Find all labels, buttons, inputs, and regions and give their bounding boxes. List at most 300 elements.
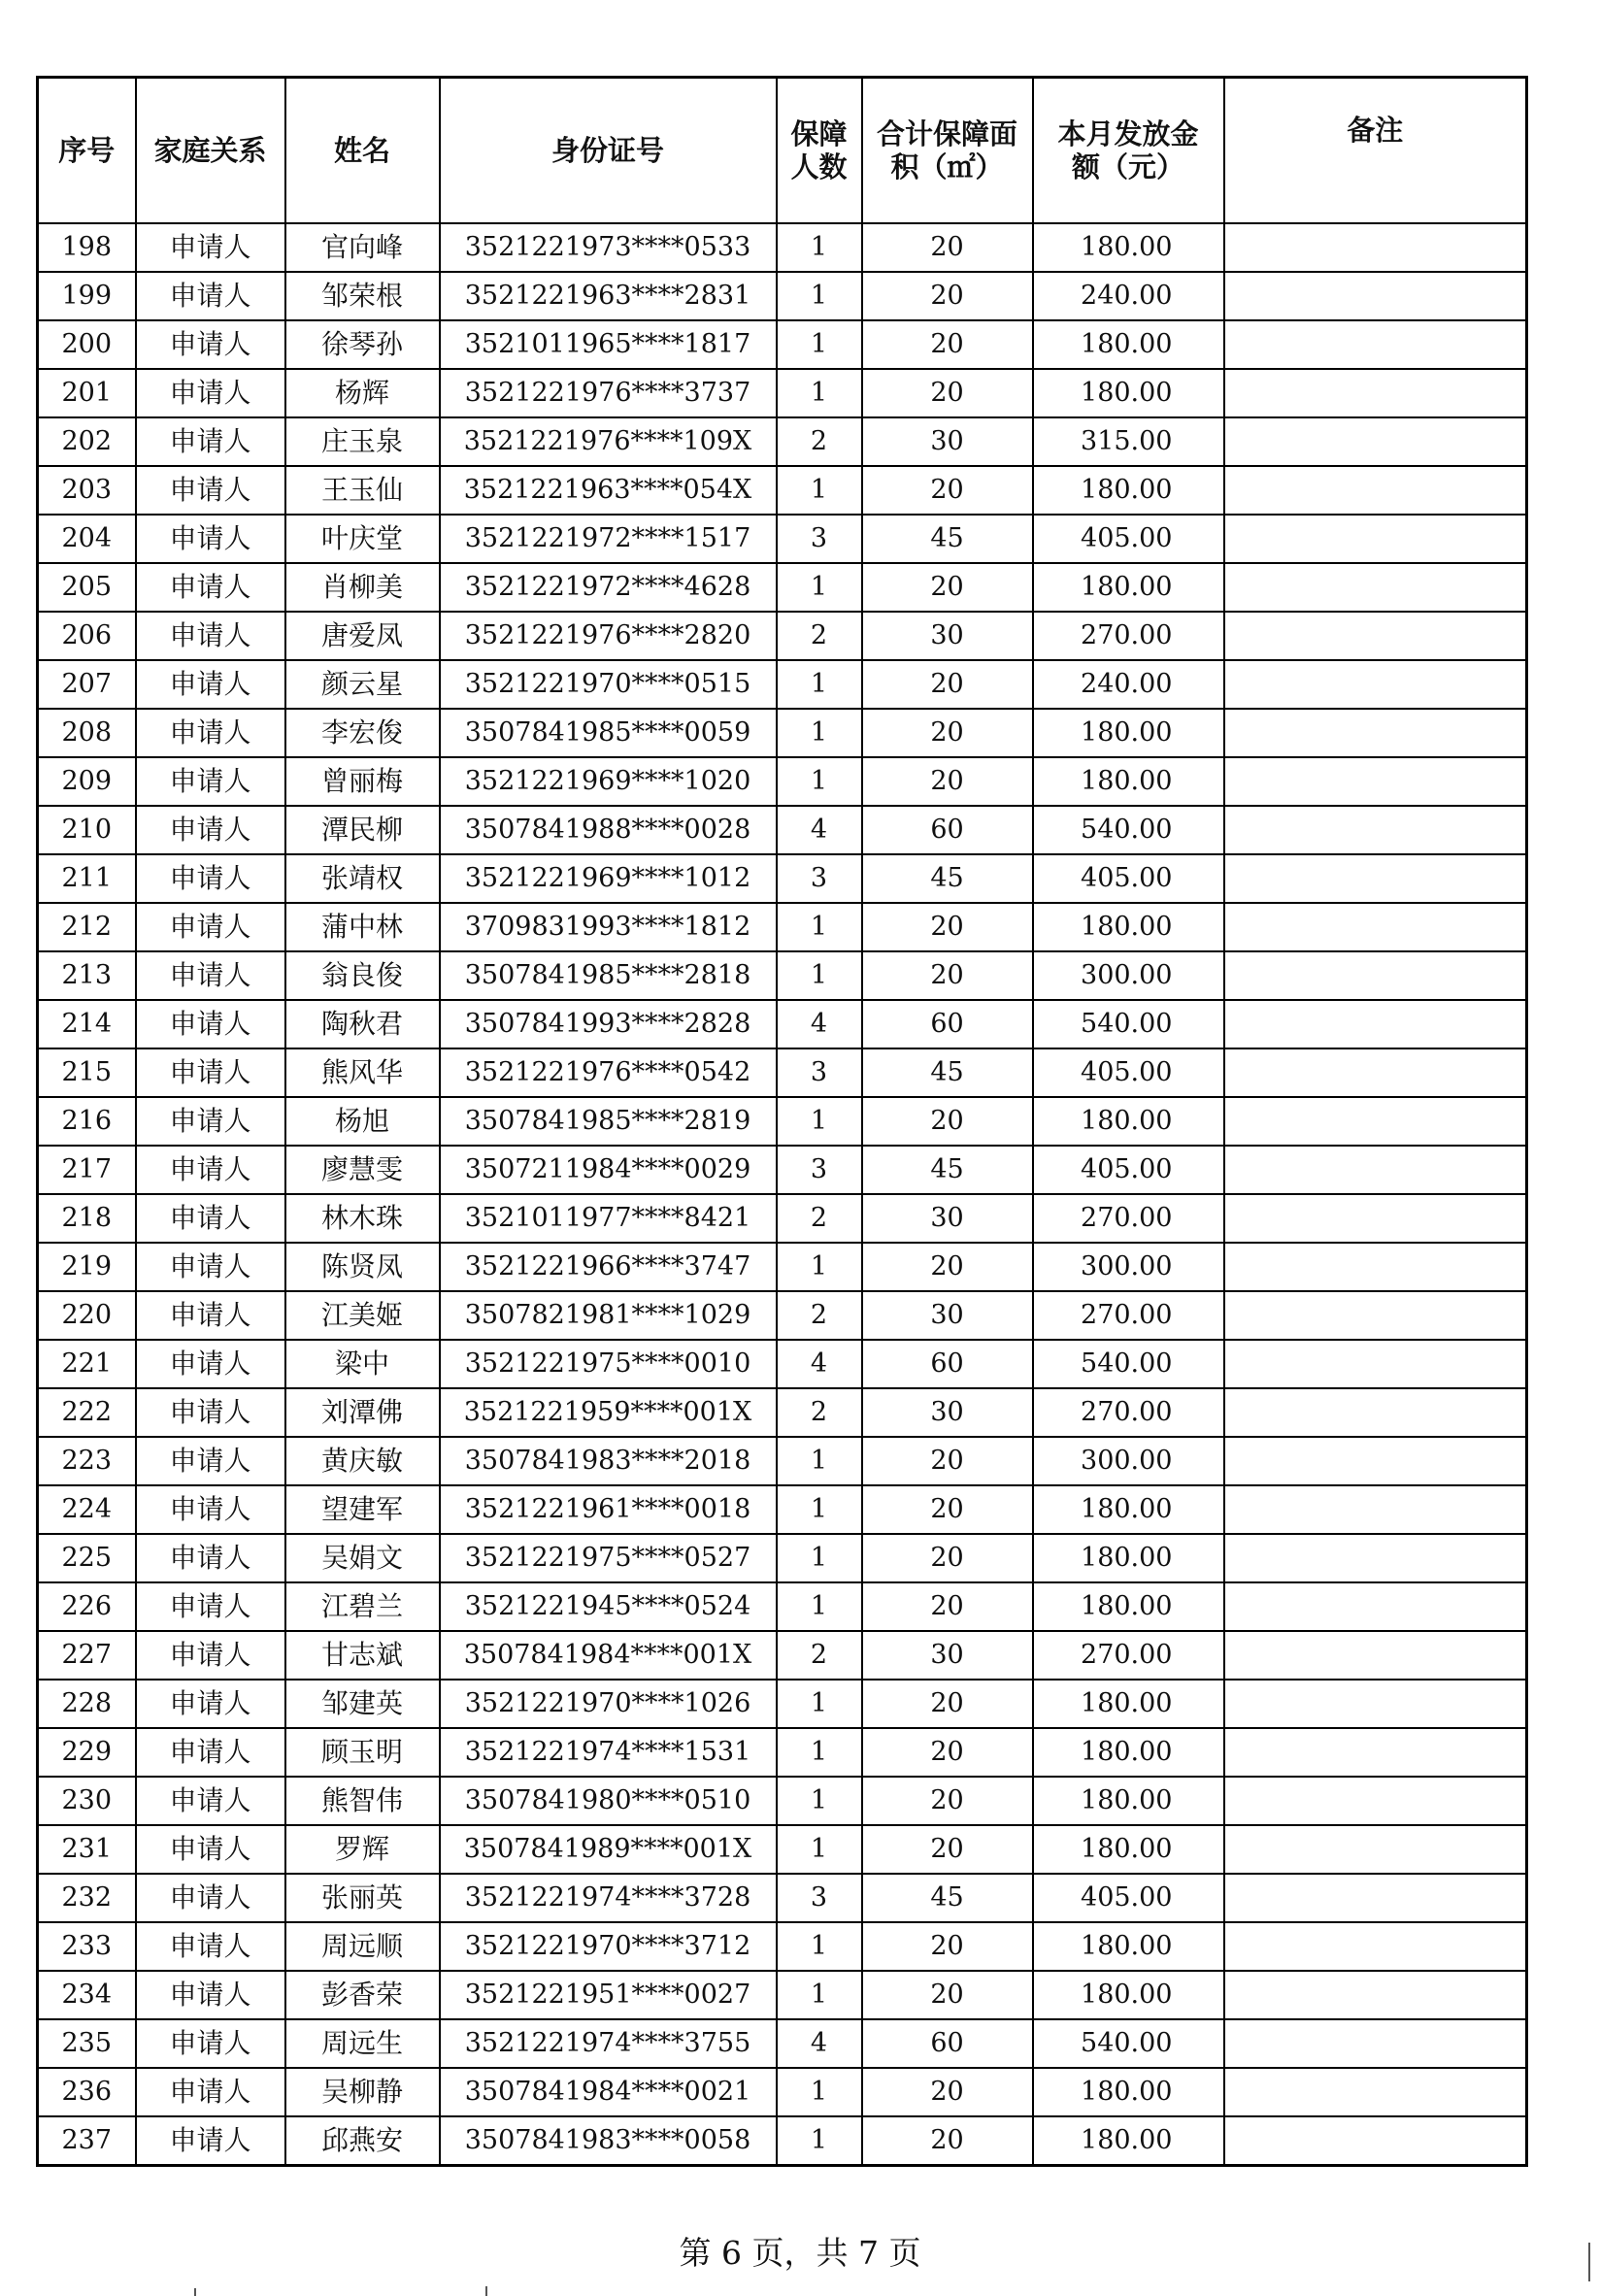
cell-seq: 226	[38, 1582, 136, 1631]
cell-area: 45	[862, 1146, 1033, 1194]
cell-name: 潭民柳	[285, 806, 440, 854]
cell-name: 蒲中林	[285, 903, 440, 951]
cell-area: 30	[862, 1631, 1033, 1680]
cell-area: 20	[862, 709, 1033, 757]
cell-people-count: 1	[777, 951, 862, 1000]
cell-name: 曾丽梅	[285, 757, 440, 806]
cell-id-number: 3521221970****1026	[440, 1680, 777, 1728]
cell-note	[1224, 806, 1527, 854]
cell-relation: 申请人	[136, 709, 285, 757]
table-row	[38, 1097, 1527, 1146]
cell-note	[1224, 369, 1527, 417]
cell-people-count: 2	[777, 1291, 862, 1340]
cell-amount: 180.00	[1033, 466, 1224, 515]
subsidy-table	[36, 76, 1528, 2167]
cell-area: 60	[862, 2019, 1033, 2068]
cell-seq: 219	[38, 1243, 136, 1291]
cell-id-number: 3521221970****3712	[440, 1922, 777, 1971]
cell-people-count: 2	[777, 1388, 862, 1437]
cell-note	[1224, 1437, 1527, 1485]
cell-relation: 申请人	[136, 1680, 285, 1728]
table-row	[38, 1874, 1527, 1922]
cell-seq: 228	[38, 1680, 136, 1728]
cell-amount: 180.00	[1033, 757, 1224, 806]
cell-name: 陈贤凤	[285, 1243, 440, 1291]
cell-note	[1224, 612, 1527, 660]
cell-note	[1224, 417, 1527, 466]
cell-note	[1224, 1388, 1527, 1437]
cell-people-count: 1	[777, 1728, 862, 1777]
header-people-count	[777, 78, 862, 224]
cell-seq: 209	[38, 757, 136, 806]
cell-seq: 201	[38, 369, 136, 417]
table-row	[38, 951, 1527, 1000]
cell-id-number: 3521221973****0533	[440, 223, 777, 272]
cell-name: 廖慧雯	[285, 1146, 440, 1194]
cell-note	[1224, 1971, 1527, 2019]
table-row	[38, 515, 1527, 563]
table-row	[38, 417, 1527, 466]
cell-amount: 405.00	[1033, 1874, 1224, 1922]
cell-amount: 270.00	[1033, 1194, 1224, 1243]
cell-seq: 218	[38, 1194, 136, 1243]
cell-seq: 198	[38, 223, 136, 272]
cell-id-number: 3521221961****0018	[440, 1485, 777, 1534]
table-row	[38, 223, 1527, 272]
cell-id-number: 3521221976****0542	[440, 1048, 777, 1097]
cell-note	[1224, 466, 1527, 515]
cell-area: 20	[862, 660, 1033, 709]
cell-amount: 270.00	[1033, 612, 1224, 660]
cell-area: 20	[862, 1097, 1033, 1146]
cell-area: 20	[862, 2116, 1033, 2166]
cell-people-count: 2	[777, 417, 862, 466]
header-people-line2: 人数	[790, 150, 848, 183]
cell-seq: 231	[38, 1825, 136, 1874]
cell-people-count: 2	[777, 612, 862, 660]
cell-id-number: 3507211984****0029	[440, 1146, 777, 1194]
cell-note	[1224, 563, 1527, 612]
cell-name: 吴娟文	[285, 1534, 440, 1582]
cell-note	[1224, 757, 1527, 806]
cell-id-number: 3521221972****4628	[440, 563, 777, 612]
cell-seq: 235	[38, 2019, 136, 2068]
cell-people-count: 1	[777, 223, 862, 272]
cell-relation: 申请人	[136, 563, 285, 612]
table-row	[38, 1437, 1527, 1485]
table-row	[38, 1000, 1527, 1048]
cell-relation: 申请人	[136, 1000, 285, 1048]
cell-amount: 540.00	[1033, 1340, 1224, 1388]
cell-amount: 180.00	[1033, 320, 1224, 369]
table-row	[38, 1340, 1527, 1388]
cell-relation: 申请人	[136, 903, 285, 951]
cell-relation: 申请人	[136, 757, 285, 806]
cell-area: 20	[862, 1922, 1033, 1971]
cell-amount: 180.00	[1033, 1971, 1224, 2019]
cell-relation: 申请人	[136, 272, 285, 320]
cell-name: 熊智伟	[285, 1777, 440, 1825]
cell-people-count: 1	[777, 1825, 862, 1874]
table-row	[38, 1146, 1527, 1194]
table-row	[38, 2019, 1527, 2068]
cell-id-number: 3521221969****1012	[440, 854, 777, 903]
cell-relation: 申请人	[136, 369, 285, 417]
cell-people-count: 1	[777, 2116, 862, 2166]
cell-seq: 210	[38, 806, 136, 854]
scan-edge-mark	[1588, 2243, 1590, 2281]
cell-area: 60	[862, 806, 1033, 854]
cell-name: 罗辉	[285, 1825, 440, 1874]
cell-seq: 215	[38, 1048, 136, 1097]
cell-relation: 申请人	[136, 1971, 285, 2019]
cell-note	[1224, 1922, 1527, 1971]
cell-name: 周远顺	[285, 1922, 440, 1971]
table-body	[38, 223, 1527, 2166]
cell-relation: 申请人	[136, 1582, 285, 1631]
cell-amount: 540.00	[1033, 1000, 1224, 1048]
header-amount-line1: 本月发放金	[1057, 117, 1199, 150]
cell-people-count: 1	[777, 1243, 862, 1291]
cell-note	[1224, 1048, 1527, 1097]
cell-name: 江碧兰	[285, 1582, 440, 1631]
cell-name: 肖柳美	[285, 563, 440, 612]
cell-people-count: 4	[777, 806, 862, 854]
cell-name: 张靖权	[285, 854, 440, 903]
cell-note	[1224, 1874, 1527, 1922]
cell-seq: 208	[38, 709, 136, 757]
cell-people-count: 1	[777, 369, 862, 417]
header-amount-line2: 额（元）	[1071, 150, 1184, 183]
cell-note	[1224, 854, 1527, 903]
cell-area: 45	[862, 515, 1033, 563]
table-row	[38, 1243, 1527, 1291]
cell-name: 颜云星	[285, 660, 440, 709]
cell-id-number: 3521221976****109X	[440, 417, 777, 466]
cell-id-number: 3507841980****0510	[440, 1777, 777, 1825]
cell-people-count: 2	[777, 1194, 862, 1243]
table-row	[38, 854, 1527, 903]
cell-relation: 申请人	[136, 1388, 285, 1437]
table-row	[38, 563, 1527, 612]
cell-seq: 223	[38, 1437, 136, 1485]
cell-name: 翁良俊	[285, 951, 440, 1000]
cell-amount: 270.00	[1033, 1388, 1224, 1437]
cell-note	[1224, 2068, 1527, 2116]
cell-note	[1224, 1825, 1527, 1874]
table-row	[38, 1048, 1527, 1097]
cell-amount: 405.00	[1033, 515, 1224, 563]
cell-id-number: 3507841989****001X	[440, 1825, 777, 1874]
table-row	[38, 1194, 1527, 1243]
cell-id-number: 3521221974****1531	[440, 1728, 777, 1777]
cell-seq: 220	[38, 1291, 136, 1340]
table-header	[38, 78, 1527, 224]
cell-people-count: 4	[777, 2019, 862, 2068]
cell-amount: 180.00	[1033, 1728, 1224, 1777]
cell-area: 30	[862, 1388, 1033, 1437]
cell-seq: 206	[38, 612, 136, 660]
cell-amount: 180.00	[1033, 1680, 1224, 1728]
cell-name: 黄庆敏	[285, 1437, 440, 1485]
cell-note	[1224, 1000, 1527, 1048]
header-area-line2: 积（㎡）	[890, 150, 1004, 183]
cell-note	[1224, 660, 1527, 709]
cell-relation: 申请人	[136, 1728, 285, 1777]
cell-relation: 申请人	[136, 1631, 285, 1680]
cell-amount: 180.00	[1033, 1582, 1224, 1631]
table-row	[38, 1534, 1527, 1582]
table-row	[38, 1825, 1527, 1874]
cell-name: 甘志斌	[285, 1631, 440, 1680]
cell-id-number: 3521221976****3737	[440, 369, 777, 417]
cell-seq: 230	[38, 1777, 136, 1825]
cell-name: 庄玉泉	[285, 417, 440, 466]
cell-id-number: 3521221970****0515	[440, 660, 777, 709]
cell-note	[1224, 1340, 1527, 1388]
cell-amount: 240.00	[1033, 272, 1224, 320]
cell-relation: 申请人	[136, 2068, 285, 2116]
cell-note	[1224, 2116, 1527, 2166]
cell-amount: 180.00	[1033, 369, 1224, 417]
cell-people-count: 4	[777, 1340, 862, 1388]
cell-area: 60	[862, 1340, 1033, 1388]
cell-note	[1224, 2019, 1527, 2068]
cell-relation: 申请人	[136, 854, 285, 903]
cell-area: 30	[862, 417, 1033, 466]
cell-amount: 315.00	[1033, 417, 1224, 466]
cell-note	[1224, 515, 1527, 563]
cell-area: 20	[862, 2068, 1033, 2116]
cell-area: 60	[862, 1000, 1033, 1048]
cell-name: 邹荣根	[285, 272, 440, 320]
cell-note	[1224, 1291, 1527, 1340]
cell-area: 30	[862, 1291, 1033, 1340]
header-amount	[1033, 78, 1224, 224]
cell-area: 20	[862, 1582, 1033, 1631]
cell-amount: 180.00	[1033, 903, 1224, 951]
table-row	[38, 2068, 1527, 2116]
cell-relation: 申请人	[136, 1437, 285, 1485]
cell-id-number: 3521221969****1020	[440, 757, 777, 806]
cell-id-number: 3521221963****2831	[440, 272, 777, 320]
cell-name: 邹建英	[285, 1680, 440, 1728]
cell-amount: 180.00	[1033, 223, 1224, 272]
cell-relation: 申请人	[136, 417, 285, 466]
cell-relation: 申请人	[136, 660, 285, 709]
cell-people-count: 3	[777, 1146, 862, 1194]
cell-relation: 申请人	[136, 1291, 285, 1340]
cell-note	[1224, 1777, 1527, 1825]
cell-seq: 232	[38, 1874, 136, 1922]
cell-seq: 233	[38, 1922, 136, 1971]
cell-area: 45	[862, 854, 1033, 903]
cell-note	[1224, 709, 1527, 757]
cell-amount: 405.00	[1033, 1048, 1224, 1097]
cell-note	[1224, 1631, 1527, 1680]
cell-people-count: 1	[777, 903, 862, 951]
cell-id-number: 3521221975****0010	[440, 1340, 777, 1388]
cell-relation: 申请人	[136, 466, 285, 515]
cell-amount: 270.00	[1033, 1291, 1224, 1340]
table-row	[38, 757, 1527, 806]
cell-relation: 申请人	[136, 320, 285, 369]
table-row	[38, 709, 1527, 757]
cell-amount: 300.00	[1033, 951, 1224, 1000]
cell-area: 20	[862, 1437, 1033, 1485]
cell-relation: 申请人	[136, 1340, 285, 1388]
cell-area: 20	[862, 223, 1033, 272]
cell-name: 刘潭佛	[285, 1388, 440, 1437]
cell-name: 林木珠	[285, 1194, 440, 1243]
cell-area: 20	[862, 1680, 1033, 1728]
cell-amount: 180.00	[1033, 1777, 1224, 1825]
cell-area: 20	[862, 563, 1033, 612]
cell-seq: 202	[38, 417, 136, 466]
cell-name: 杨辉	[285, 369, 440, 417]
cell-note	[1224, 1485, 1527, 1534]
cell-name: 李宏俊	[285, 709, 440, 757]
header-id-number: 身份证号	[440, 78, 777, 224]
cell-note	[1224, 1146, 1527, 1194]
cell-seq: 217	[38, 1146, 136, 1194]
cell-relation: 申请人	[136, 951, 285, 1000]
table-row	[38, 1728, 1527, 1777]
header-seq: 序号	[38, 78, 136, 224]
scan-edge-mark	[194, 2288, 196, 2296]
cell-id-number: 3507841993****2828	[440, 1000, 777, 1048]
cell-name: 梁中	[285, 1340, 440, 1388]
cell-note	[1224, 1680, 1527, 1728]
cell-note	[1224, 1534, 1527, 1582]
cell-relation: 申请人	[136, 612, 285, 660]
table-row	[38, 2116, 1527, 2166]
cell-seq: 205	[38, 563, 136, 612]
cell-area: 20	[862, 320, 1033, 369]
cell-name: 熊风华	[285, 1048, 440, 1097]
cell-note	[1224, 1097, 1527, 1146]
table-row	[38, 806, 1527, 854]
cell-id-number: 3521011977****8421	[440, 1194, 777, 1243]
cell-seq: 237	[38, 2116, 136, 2166]
cell-area: 20	[862, 272, 1033, 320]
cell-id-number: 3521221974****3755	[440, 2019, 777, 2068]
cell-area: 20	[862, 1971, 1033, 2019]
cell-name: 叶庆堂	[285, 515, 440, 563]
cell-note	[1224, 223, 1527, 272]
table-row	[38, 1388, 1527, 1437]
cell-name: 官向峰	[285, 223, 440, 272]
cell-area: 45	[862, 1048, 1033, 1097]
cell-area: 20	[862, 903, 1033, 951]
cell-id-number: 3507841988****0028	[440, 806, 777, 854]
cell-relation: 申请人	[136, 1485, 285, 1534]
header-area	[862, 78, 1033, 224]
cell-name: 唐爱凤	[285, 612, 440, 660]
table-row	[38, 320, 1527, 369]
cell-amount: 180.00	[1033, 1097, 1224, 1146]
cell-amount: 180.00	[1033, 1534, 1224, 1582]
cell-area: 20	[862, 1243, 1033, 1291]
table-row	[38, 1631, 1527, 1680]
cell-id-number: 3507841984****001X	[440, 1631, 777, 1680]
table-row	[38, 903, 1527, 951]
cell-id-number: 3507841983****0058	[440, 2116, 777, 2166]
table-row	[38, 466, 1527, 515]
table-row	[38, 369, 1527, 417]
cell-relation: 申请人	[136, 1777, 285, 1825]
cell-relation: 申请人	[136, 1825, 285, 1874]
cell-id-number: 3521221966****3747	[440, 1243, 777, 1291]
cell-id-number: 3521221975****0527	[440, 1534, 777, 1582]
cell-id-number: 3507821981****1029	[440, 1291, 777, 1340]
cell-area: 20	[862, 1485, 1033, 1534]
cell-note	[1224, 1243, 1527, 1291]
cell-amount: 540.00	[1033, 806, 1224, 854]
cell-amount: 180.00	[1033, 563, 1224, 612]
cell-name: 江美姬	[285, 1291, 440, 1340]
cell-people-count: 2	[777, 1631, 862, 1680]
cell-people-count: 3	[777, 1874, 862, 1922]
table-row	[38, 1680, 1527, 1728]
cell-id-number: 3507841983****2018	[440, 1437, 777, 1485]
cell-name: 张丽英	[285, 1874, 440, 1922]
cell-seq: 207	[38, 660, 136, 709]
cell-note	[1224, 320, 1527, 369]
cell-area: 20	[862, 757, 1033, 806]
cell-people-count: 1	[777, 709, 862, 757]
table-row	[38, 660, 1527, 709]
cell-name: 徐琴孙	[285, 320, 440, 369]
subsidy-table-sheet	[36, 76, 1528, 2167]
cell-name: 王玉仙	[285, 466, 440, 515]
cell-seq: 216	[38, 1097, 136, 1146]
header-area-line1: 合计保障面	[876, 117, 1017, 150]
cell-id-number: 3709831993****1812	[440, 903, 777, 951]
cell-area: 20	[862, 1534, 1033, 1582]
cell-relation: 申请人	[136, 2116, 285, 2166]
cell-relation: 申请人	[136, 223, 285, 272]
cell-seq: 229	[38, 1728, 136, 1777]
cell-name: 杨旭	[285, 1097, 440, 1146]
cell-id-number: 3507841985****0059	[440, 709, 777, 757]
cell-id-number: 3507841985****2819	[440, 1097, 777, 1146]
cell-name: 邱燕安	[285, 2116, 440, 2166]
cell-people-count: 3	[777, 854, 862, 903]
cell-seq: 211	[38, 854, 136, 903]
cell-area: 20	[862, 1728, 1033, 1777]
table-row	[38, 1777, 1527, 1825]
cell-amount: 405.00	[1033, 854, 1224, 903]
cell-note	[1224, 951, 1527, 1000]
table-row	[38, 1485, 1527, 1534]
cell-people-count: 1	[777, 1582, 862, 1631]
cell-area: 20	[862, 369, 1033, 417]
cell-people-count: 1	[777, 1680, 862, 1728]
cell-amount: 405.00	[1033, 1146, 1224, 1194]
cell-amount: 540.00	[1033, 2019, 1224, 2068]
cell-people-count: 1	[777, 1485, 862, 1534]
cell-people-count: 1	[777, 1097, 862, 1146]
cell-seq: 203	[38, 466, 136, 515]
cell-seq: 236	[38, 2068, 136, 2116]
scan-edge-mark	[485, 2286, 487, 2296]
cell-people-count: 1	[777, 757, 862, 806]
cell-people-count: 1	[777, 2068, 862, 2116]
cell-name: 顾玉明	[285, 1728, 440, 1777]
cell-seq: 200	[38, 320, 136, 369]
cell-people-count: 1	[777, 466, 862, 515]
